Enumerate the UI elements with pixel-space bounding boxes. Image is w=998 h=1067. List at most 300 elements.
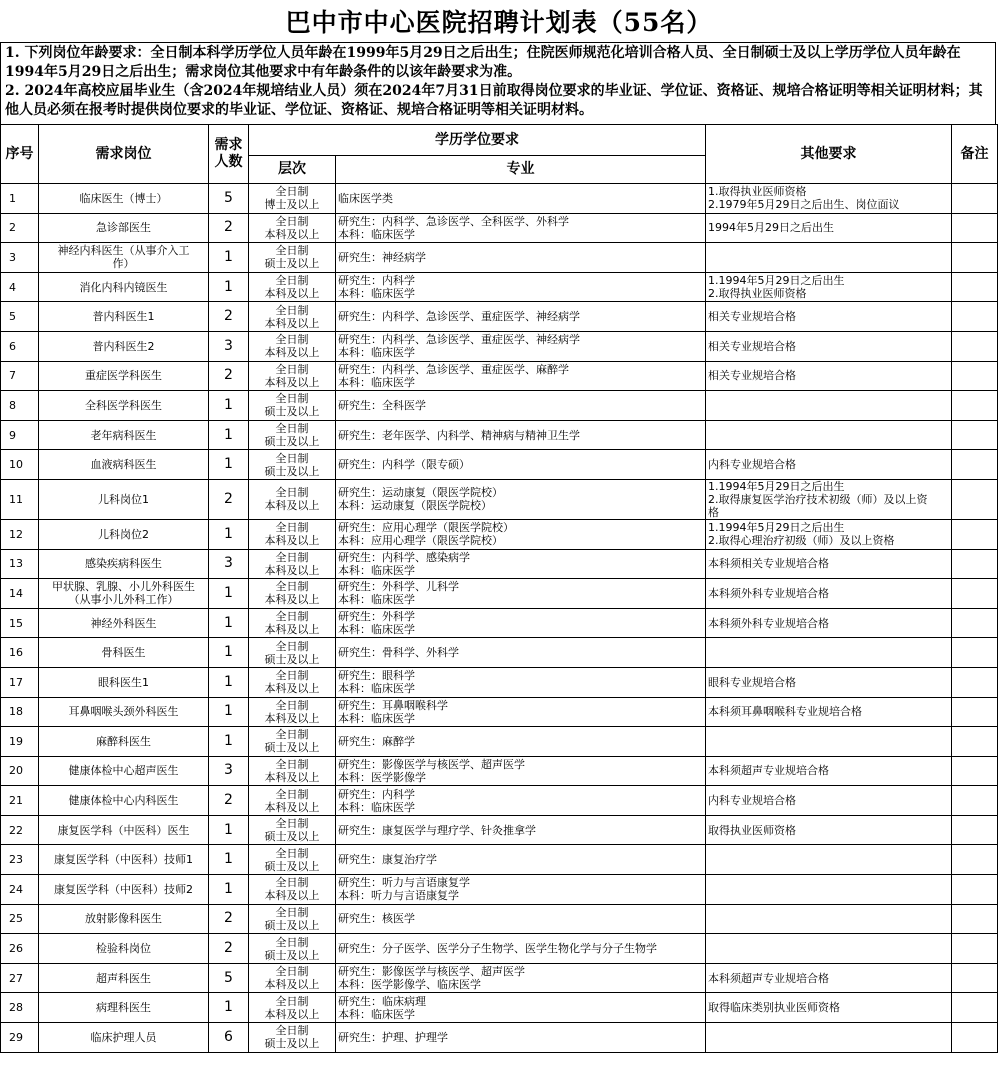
row-remark: [952, 727, 998, 757]
row-other: [706, 845, 952, 875]
row-index: 16: [1, 638, 39, 668]
row-major-line: 研究生：内科学、急诊医学、重症医学、神经病学: [338, 310, 580, 324]
row-major-line: 研究生：内科学、急诊医学、全科医学、外科学: [338, 214, 569, 228]
row-level-line: 硕士及以上: [264, 859, 320, 873]
row-remark: [952, 608, 998, 638]
header-count: 需求人数: [209, 125, 249, 184]
row-major-line: 研究生：麻醉学: [338, 734, 415, 748]
row-other: [706, 479, 952, 519]
row-major-line: 研究生：分子医学、医学分子生物学、医学生物化学与分子生物学: [338, 942, 657, 956]
row-count: 1: [209, 391, 249, 421]
row-index: 26: [1, 934, 39, 964]
row-other: [706, 391, 952, 421]
row-major-line: 研究生：全科医学: [338, 398, 426, 412]
table-row: [1, 243, 998, 273]
row-count: 2: [209, 213, 249, 243]
row-position-line: 放射影像科医生: [85, 912, 162, 926]
row-position: [39, 361, 209, 391]
row-major: [336, 184, 706, 214]
row-level-line: 本科及以上: [264, 563, 320, 577]
note-1: 1. 下列岗位年龄要求：全日制本科学历学位人员年龄在1999年5月29日之后出生；住院医师规范化培训合格人员、全日制硕士及以上学历学位人员年龄在1994年5月29日之后出生；需求岗位其他要求中有年龄条件的以该年龄要求为准。: [5, 45, 961, 80]
row-major: [336, 391, 706, 421]
row-remark: [952, 993, 998, 1023]
row-position: [39, 934, 209, 964]
row-position: [39, 331, 209, 361]
row-other-line: 2.取得康复医学治疗技术初级（师）及以上资: [708, 492, 928, 506]
row-level-line: 全日制: [275, 905, 309, 919]
row-position: [39, 963, 209, 993]
row-count: 2: [209, 786, 249, 816]
row-index: 14: [1, 579, 39, 609]
row-other: [706, 331, 952, 361]
row-level-line: 全日制: [275, 303, 309, 317]
row-index: 1: [1, 184, 39, 214]
row-index: 20: [1, 756, 39, 786]
row-position: [39, 697, 209, 727]
table-row: [1, 272, 998, 302]
header-remark: 备注: [952, 125, 998, 184]
row-major-line: 研究生：眼科学: [338, 669, 415, 683]
row-position-line: （从事小儿外科工作）: [68, 593, 179, 607]
row-major-line: 本科：临床医学: [338, 800, 415, 814]
row-remark: [952, 361, 998, 391]
row-level-line: 本科及以上: [264, 800, 320, 814]
row-remark: [952, 391, 998, 421]
row-major-line: 本科：临床医学: [338, 375, 415, 389]
row-level: [249, 243, 336, 273]
row-level-line: 博士及以上: [264, 198, 320, 212]
row-level: [249, 993, 336, 1023]
row-position-line: 健康体检中心内科医生: [68, 794, 179, 808]
row-index: 13: [1, 549, 39, 579]
table-row: [1, 213, 998, 243]
row-remark: [952, 272, 998, 302]
row-level-line: 硕士及以上: [264, 741, 320, 755]
row-level: [249, 213, 336, 243]
row-count: 1: [209, 875, 249, 905]
table-row: [1, 1023, 998, 1053]
row-level: [249, 361, 336, 391]
row-position: [39, 904, 209, 934]
table-row: [1, 391, 998, 421]
row-count: 3: [209, 549, 249, 579]
row-position: [39, 875, 209, 905]
row-remark: [952, 420, 998, 450]
row-other: [706, 243, 952, 273]
row-count: 1: [209, 697, 249, 727]
row-count: 1: [209, 667, 249, 697]
row-count: 2: [209, 904, 249, 934]
row-other: [706, 875, 952, 905]
row-other: [706, 420, 952, 450]
row-count: 1: [209, 420, 249, 450]
row-major-line: 研究生：内科学、急诊医学、重症医学、神经病学: [338, 333, 580, 347]
row-level-line: 全日制: [275, 580, 309, 594]
table-row: [1, 608, 998, 638]
row-index: 27: [1, 963, 39, 993]
row-other: [706, 993, 952, 1023]
row-other: [706, 272, 952, 302]
row-count: 1: [209, 579, 249, 609]
row-index: 22: [1, 815, 39, 845]
row-other-line: 相关专业规培合格: [708, 369, 796, 383]
row-level: [249, 697, 336, 727]
row-level: [249, 391, 336, 421]
row-position: [39, 667, 209, 697]
row-level-line: 全日制: [275, 994, 309, 1008]
table-row: [1, 815, 998, 845]
row-index: 23: [1, 845, 39, 875]
row-major: [336, 815, 706, 845]
row-position: [39, 579, 209, 609]
table-row: [1, 875, 998, 905]
row-major-line: 研究生：内科学、感染病学: [338, 550, 470, 564]
row-level-line: 全日制: [275, 274, 309, 288]
row-other-line: 2.取得执业医师资格: [708, 287, 807, 301]
row-index: 24: [1, 875, 39, 905]
row-remark: [952, 184, 998, 214]
row-major: [336, 608, 706, 638]
row-index: 12: [1, 519, 39, 549]
table-row: [1, 697, 998, 727]
row-other-line: 1.1994年5月29日之后出生: [708, 479, 845, 493]
row-position: [39, 638, 209, 668]
table-header: [1, 125, 998, 184]
row-position-line: 康复医学科（中医科）医生: [57, 823, 190, 837]
row-index: 17: [1, 667, 39, 697]
row-count: 5: [209, 184, 249, 214]
row-position-line: 神经内科医生（从事介入工: [57, 244, 190, 258]
row-level-line: 全日制: [275, 669, 309, 683]
row-level: [249, 756, 336, 786]
table-row: [1, 549, 998, 579]
row-level-line: 全日制: [275, 244, 309, 258]
row-position-line: 老年病科医生: [90, 428, 157, 442]
row-count: 3: [209, 756, 249, 786]
row-major-line: 研究生：影像医学与核医学、超声医学: [338, 965, 525, 979]
row-other-line: 格: [708, 505, 719, 519]
row-other: [706, 934, 952, 964]
table-body: [1, 184, 998, 1053]
row-other: [706, 963, 952, 993]
row-other-line: 本科须超声专业规培合格: [708, 971, 829, 985]
row-count: 1: [209, 845, 249, 875]
table-row: [1, 845, 998, 875]
row-level-line: 全日制: [275, 486, 309, 500]
row-level-line: 本科及以上: [264, 375, 320, 389]
row-level-line: 全日制: [275, 521, 309, 535]
row-level: [249, 904, 336, 934]
row-count: 1: [209, 727, 249, 757]
row-position-line: 病理科医生: [96, 1001, 151, 1015]
row-position-line: 检验科岗位: [96, 942, 151, 956]
row-count: 1: [209, 993, 249, 1023]
row-position-line: 耳鼻咽喉头颈外科医生: [68, 705, 179, 719]
row-position-line: 普内科医生2: [92, 339, 155, 353]
row-position-line: 作）: [112, 257, 135, 271]
row-remark: [952, 904, 998, 934]
row-position-line: 儿科岗位2: [98, 527, 149, 541]
row-position: [39, 184, 209, 214]
row-major: [336, 243, 706, 273]
row-major-line: 研究生：运动康复（限医学院校）: [338, 486, 503, 500]
row-index: 3: [1, 243, 39, 273]
row-position: [39, 815, 209, 845]
row-index: 18: [1, 697, 39, 727]
row-level-line: 全日制: [275, 876, 309, 890]
row-major: [336, 638, 706, 668]
row-count: 1: [209, 638, 249, 668]
row-level-line: 全日制: [275, 1024, 309, 1038]
row-major-line: 研究生：临床病理: [338, 994, 426, 1008]
row-major-line: 本科：医学影像学: [338, 770, 426, 784]
row-major-line: 研究生：老年医学、内科学、精神病与精神卫生学: [338, 428, 580, 442]
row-major-line: 研究生：内科学: [338, 787, 415, 801]
row-position: [39, 302, 209, 332]
row-other: [706, 450, 952, 480]
row-remark: [952, 815, 998, 845]
row-remark: [952, 697, 998, 727]
row-major: [336, 213, 706, 243]
row-level-line: 硕士及以上: [264, 652, 320, 666]
table-row: [1, 727, 998, 757]
row-level-line: 全日制: [275, 787, 309, 801]
row-count: 1: [209, 272, 249, 302]
row-other-line: 本科须耳鼻咽喉科专业规培合格: [708, 705, 862, 719]
row-other: [706, 815, 952, 845]
row-level-line: 硕士及以上: [264, 435, 320, 449]
note-2: 2. 2024年高校应届毕业生（含2024年规培结业人员）须在2024年7月31日前取得岗位要求的毕业证、学位证、资格证、规培合格证明等相关证明材料；其他人员必须在报考时提供岗位要求的毕业证、学位证、资格证、规培合格证明等相关证明材料。: [5, 83, 983, 118]
row-major-line: 本科：临床医学: [338, 682, 415, 696]
table-row: [1, 786, 998, 816]
row-other: [706, 213, 952, 243]
row-count: 1: [209, 450, 249, 480]
row-level: [249, 1023, 336, 1053]
row-level-line: 全日制: [275, 698, 309, 712]
row-remark: [952, 213, 998, 243]
row-level-line: 本科及以上: [264, 1007, 320, 1021]
row-level-line: 全日制: [275, 214, 309, 228]
row-other-line: 取得临床类别执业医师资格: [708, 1001, 840, 1015]
row-major-line: 本科：临床医学: [338, 563, 415, 577]
row-major-line: 研究生：核医学: [338, 912, 415, 926]
row-other: [706, 302, 952, 332]
row-level-line: 硕士及以上: [264, 464, 320, 478]
row-index: 11: [1, 479, 39, 519]
row-level: [249, 549, 336, 579]
row-major-line: 本科：听力与言语康复学: [338, 889, 459, 903]
row-position-line: 康复医学科（中医科）技师1: [54, 853, 193, 867]
row-position: [39, 786, 209, 816]
row-level-line: 本科及以上: [264, 227, 320, 241]
row-position-line: 临床医生（博士）: [79, 191, 168, 205]
table-row: [1, 450, 998, 480]
page-title: 巴中市中心医院招聘计划表（55名）: [285, 8, 713, 37]
row-level-line: 全日制: [275, 185, 309, 199]
notes-block: [0, 42, 996, 124]
row-index: 10: [1, 450, 39, 480]
table-row: [1, 479, 998, 519]
row-level-line: 硕士及以上: [264, 405, 320, 419]
row-major: [336, 519, 706, 549]
row-other: [706, 579, 952, 609]
row-other: [706, 786, 952, 816]
row-position-line: 消化内科内镜医生: [79, 280, 168, 294]
row-remark: [952, 479, 998, 519]
row-level: [249, 638, 336, 668]
header-level: 层次: [249, 156, 336, 184]
row-other: [706, 667, 952, 697]
row-position-line: 血液病科医生: [90, 458, 157, 472]
row-level-line: 硕士及以上: [264, 918, 320, 932]
row-count: 1: [209, 815, 249, 845]
row-count: 2: [209, 479, 249, 519]
row-position-line: 健康体检中心超声医生: [68, 764, 179, 778]
row-index: 28: [1, 993, 39, 1023]
row-count: 2: [209, 361, 249, 391]
row-count: 2: [209, 934, 249, 964]
row-other-line: 相关专业规培合格: [708, 339, 796, 353]
row-other-line: 1.1994年5月29日之后出生: [708, 274, 845, 288]
row-level-line: 全日制: [275, 451, 309, 465]
row-other: [706, 519, 952, 549]
row-position: [39, 1023, 209, 1053]
row-level-line: 硕士及以上: [264, 948, 320, 962]
row-major-line: 研究生：内科学（限专硕）: [338, 458, 470, 472]
row-major: [336, 579, 706, 609]
row-level-line: 全日制: [275, 728, 309, 742]
row-level-line: 硕士及以上: [264, 257, 320, 271]
row-major: [336, 331, 706, 361]
table-row: [1, 756, 998, 786]
row-level-line: 全日制: [275, 757, 309, 771]
row-major-line: 本科：临床医学: [338, 593, 415, 607]
row-level-line: 本科及以上: [264, 346, 320, 360]
row-position-line: 临床护理人员: [90, 1030, 157, 1044]
header-education-group: 学历学位要求: [249, 125, 706, 156]
row-other: [706, 608, 952, 638]
row-position: [39, 993, 209, 1023]
row-level: [249, 450, 336, 480]
row-position-line: 麻醉科医生: [96, 734, 151, 748]
row-position: [39, 479, 209, 519]
row-level: [249, 963, 336, 993]
row-remark: [952, 786, 998, 816]
row-position: [39, 608, 209, 638]
row-major-line: 研究生：外科学、儿科学: [338, 580, 459, 594]
row-major: [336, 845, 706, 875]
row-level: [249, 667, 336, 697]
table-row: [1, 993, 998, 1023]
header-position: 需求岗位: [39, 125, 209, 184]
row-position-line: 骨科医生: [101, 646, 146, 660]
row-major-line: 研究生：内科学: [338, 274, 415, 288]
row-position-line: 重症医学科医生: [85, 369, 162, 383]
recruitment-table: [0, 124, 998, 1053]
row-position: [39, 519, 209, 549]
row-remark: [952, 845, 998, 875]
row-level-line: 本科及以上: [264, 499, 320, 513]
row-other-line: 内科专业规培合格: [708, 794, 796, 808]
row-major-line: 研究生：护理、护理学: [338, 1030, 448, 1044]
row-remark: [952, 243, 998, 273]
row-other-line: 内科专业规培合格: [708, 458, 796, 472]
header-other: 其他要求: [706, 125, 952, 184]
row-position-line: 神经外科医生: [90, 616, 157, 630]
row-level-line: 本科及以上: [264, 534, 320, 548]
row-major-line: 研究生：骨科学、外科学: [338, 646, 459, 660]
row-level: [249, 420, 336, 450]
table-row: [1, 579, 998, 609]
row-major: [336, 786, 706, 816]
row-position: [39, 549, 209, 579]
row-remark: [952, 875, 998, 905]
row-other-line: 本科须外科专业规培合格: [708, 586, 829, 600]
row-index: 21: [1, 786, 39, 816]
row-position: [39, 727, 209, 757]
row-major-line: 研究生：听力与言语康复学: [338, 876, 470, 890]
row-position-line: 儿科岗位1: [98, 492, 149, 506]
row-major-line: 研究生：应用心理学（限医学院校）: [338, 521, 514, 535]
row-level: [249, 727, 336, 757]
header-major: 专业: [336, 156, 706, 184]
row-level-line: 全日制: [275, 550, 309, 564]
row-position-line: 感染疾病科医生: [85, 557, 162, 571]
row-remark: [952, 934, 998, 964]
row-level-line: 本科及以上: [264, 770, 320, 784]
row-level-line: 全日制: [275, 846, 309, 860]
row-major-line: 本科：临床医学: [338, 227, 415, 241]
row-level-line: 本科及以上: [264, 889, 320, 903]
row-level-line: 全日制: [275, 422, 309, 436]
row-major-line: 本科：临床医学: [338, 711, 415, 725]
row-major-line: 研究生：影像医学与核医学、超声医学: [338, 757, 525, 771]
row-remark: [952, 579, 998, 609]
table-row: [1, 638, 998, 668]
row-level: [249, 934, 336, 964]
row-level-line: 全日制: [275, 639, 309, 653]
header-index: 序号: [1, 125, 39, 184]
row-count: 1: [209, 519, 249, 549]
row-level-line: 全日制: [275, 610, 309, 624]
row-count: 1: [209, 608, 249, 638]
row-index: 5: [1, 302, 39, 332]
row-level: [249, 786, 336, 816]
row-level-line: 全日制: [275, 935, 309, 949]
row-major-line: 本科：临床医学: [338, 1007, 415, 1021]
row-other: [706, 1023, 952, 1053]
row-level: [249, 184, 336, 214]
row-position-line: 全科医学科医生: [85, 398, 162, 412]
row-major: [336, 963, 706, 993]
row-level-line: 全日制: [275, 965, 309, 979]
row-major: [336, 361, 706, 391]
row-major-line: 本科：应用心理学（限医学院校）: [338, 534, 503, 548]
row-remark: [952, 450, 998, 480]
row-level-line: 全日制: [275, 392, 309, 406]
row-major: [336, 667, 706, 697]
row-other: [706, 904, 952, 934]
row-major-line: 研究生：康复治疗学: [338, 853, 437, 867]
row-major: [336, 1023, 706, 1053]
row-index: 19: [1, 727, 39, 757]
row-major: [336, 479, 706, 519]
row-remark: [952, 963, 998, 993]
row-other: [706, 756, 952, 786]
row-level-line: 本科及以上: [264, 593, 320, 607]
table-row: [1, 361, 998, 391]
row-level-line: 本科及以上: [264, 978, 320, 992]
